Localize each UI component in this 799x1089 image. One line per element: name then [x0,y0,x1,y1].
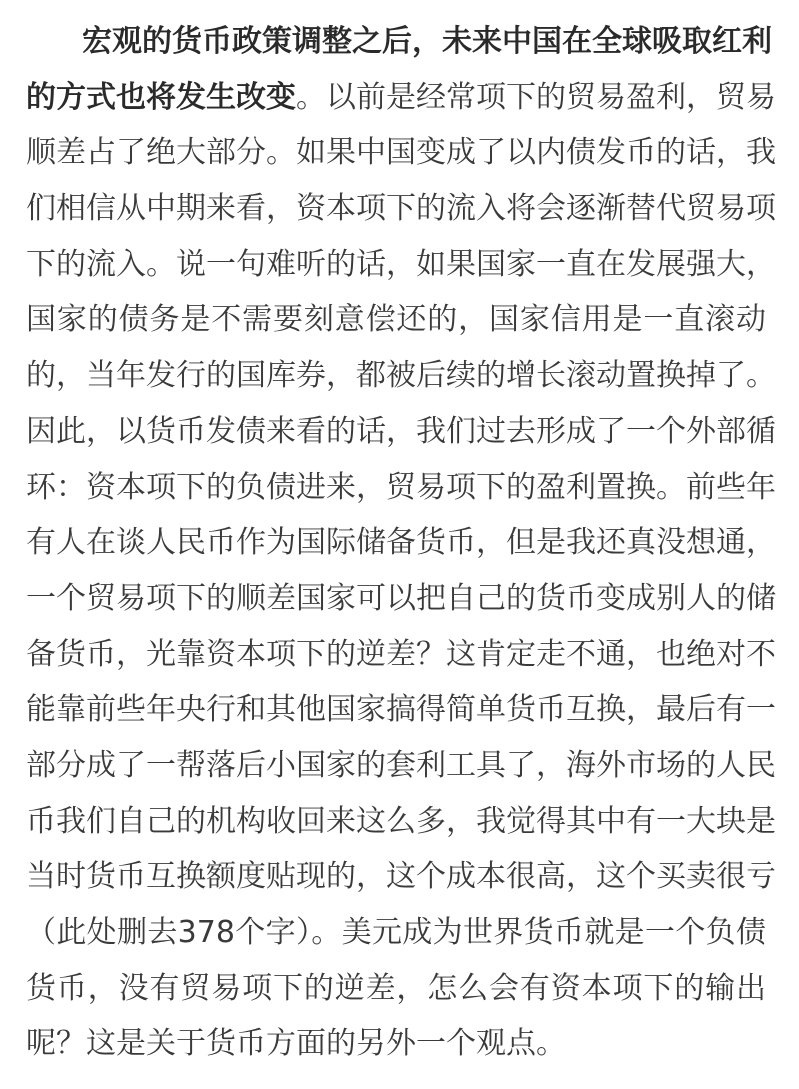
body-text: 们相信从中期来看，资本项下的流入将会逐渐替代贸易项 [26,191,776,227]
text-line [26,292,766,348]
body-text: 。以前是经常项下的贸易盈利，贸易 [296,79,776,115]
text-line [26,682,776,738]
body-text: （此处删去378个字）。美元成为世界货币就是一个负债 [26,915,766,950]
body-text: 环：资本项下的负债进来，贸易项下的盈利置换。前些年 [26,469,776,505]
text-line [26,125,776,181]
text-line [26,571,776,627]
text-line [26,404,776,460]
body-text: 备货币，光靠资本项下的逆差？这肯定走不通，也绝对不 [26,636,776,672]
text-line [26,460,776,516]
text-line [26,627,776,683]
body-text: 币我们自己的机构收回来这么多，我觉得其中有一大块是 [26,803,776,839]
body-text: 当时货币互换额度贴现的，这个成本很高，这个买卖很亏 [26,859,776,895]
article-paragraph [26,14,776,1072]
text-line [26,70,776,126]
text-line [26,905,766,961]
text-line [26,515,776,571]
text-line [26,14,772,70]
body-text: 国家的债务是不需要刻意偿还的，国家信用是一直滚动 [26,302,766,338]
body-text: 顺差占了绝大部分。如果中国变成了以内债发币的话，我 [26,135,776,171]
text-line [26,794,776,850]
body-text: 的，当年发行的国库券，都被后续的增长滚动置换掉了。 [26,358,776,394]
text-line [26,237,776,293]
bold-text: 宏观的货币政策调整之后，未来中国在全球吸取红利 [82,24,772,59]
body-text: 下的流入。说一句难听的话，如果国家一直在发展强大， [26,246,776,282]
body-text: 有人在谈人民币作为国际储备货币，但是我还真没想通， [26,525,776,561]
body-text: 因此，以货币发债来看的话，我们过去形成了一个外部循 [26,413,776,449]
text-line [26,738,776,794]
text-line [26,961,766,1017]
body-text: 一个贸易项下的顺差国家可以把自己的货币变成别人的储 [26,580,776,616]
text-line [26,348,776,404]
body-text: 货币，没有贸易项下的逆差，怎么会有资本项下的输出 [26,970,766,1006]
body-text: 能靠前些年央行和其他国家搞得简单货币互换，最后有一 [26,692,776,728]
bold-text: 的方式也将发生改变 [26,79,296,115]
text-line [26,849,776,905]
text-line [26,181,776,237]
body-text: 部分成了一帮落后小国家的套利工具了，海外市场的人民 [26,747,776,783]
text-line [26,1016,766,1072]
body-text: 呢？这是关于货币方面的另外一个观点。 [26,1026,566,1062]
